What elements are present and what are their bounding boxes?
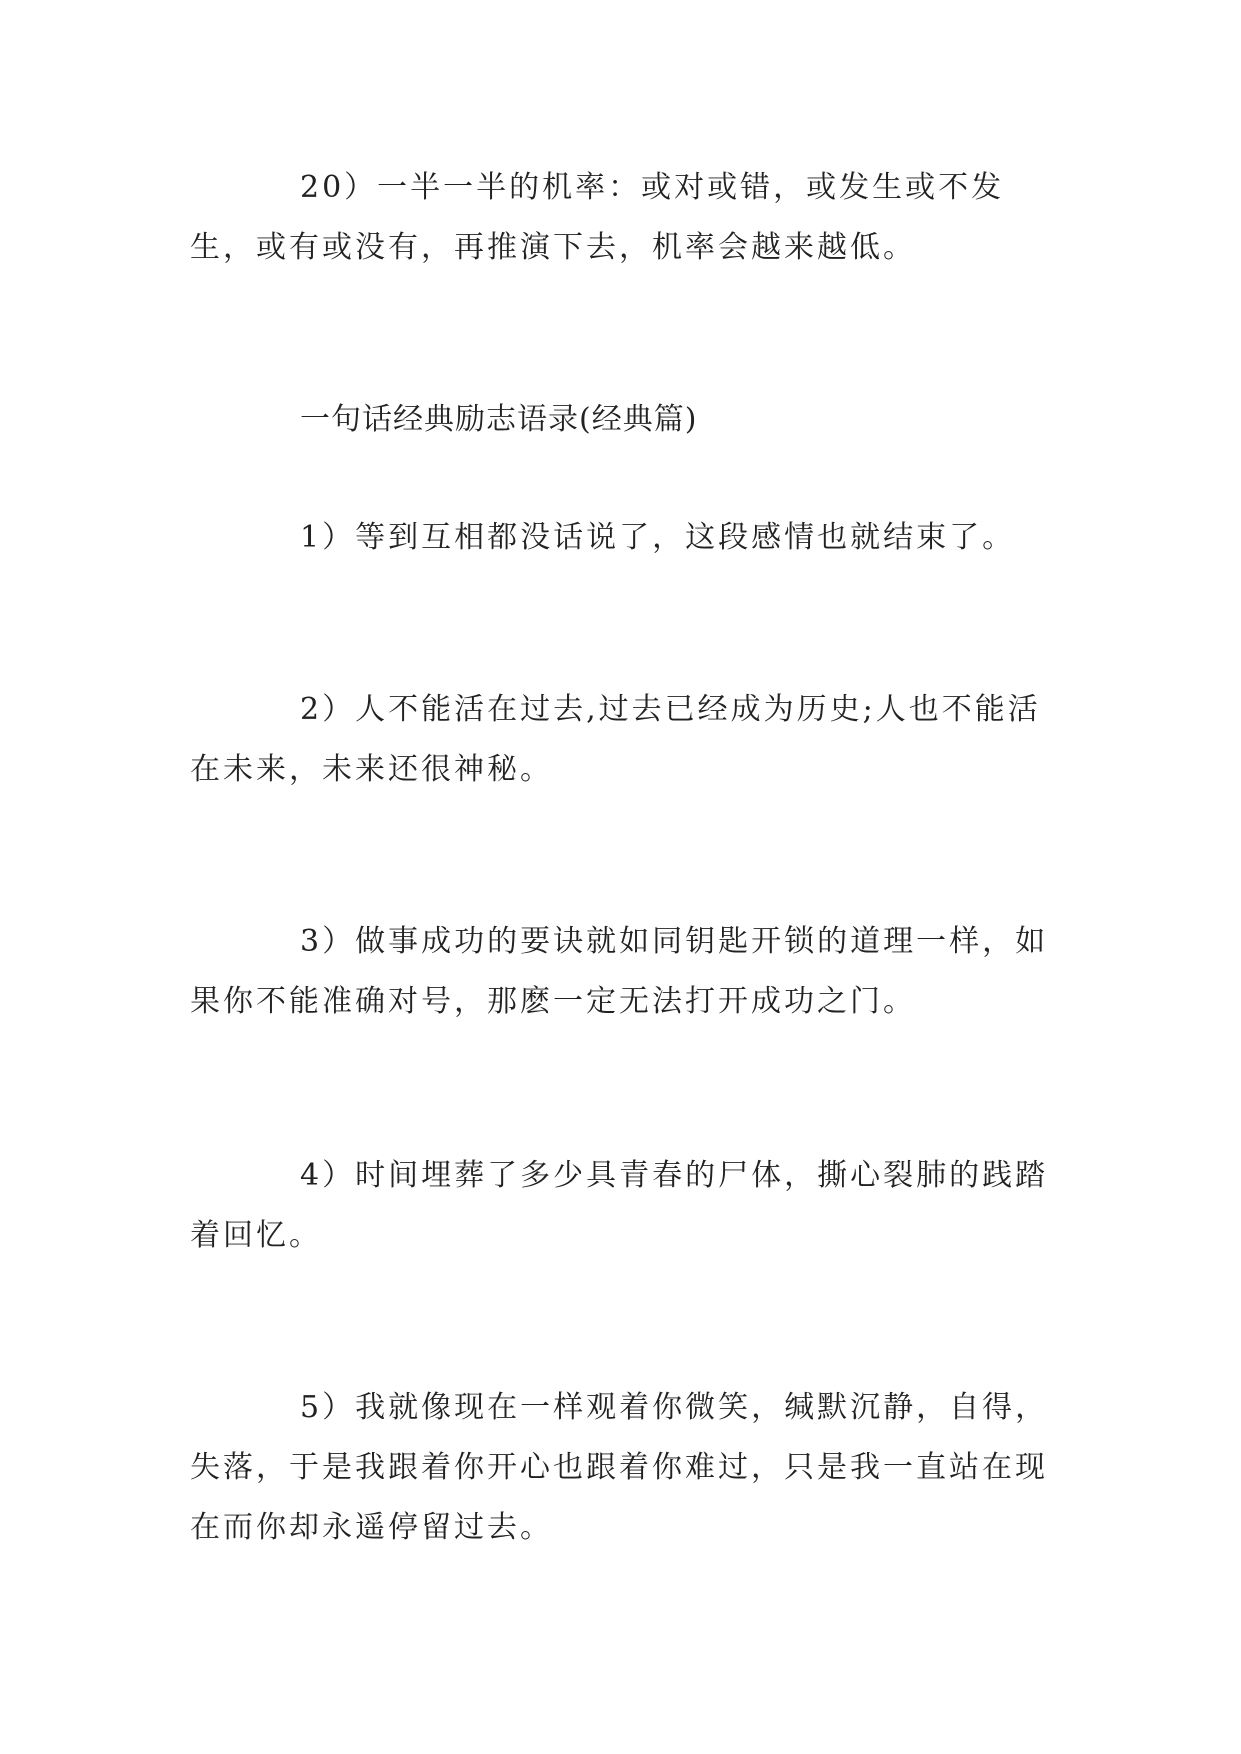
paragraph-1: 1）等到互相都没话说了，这段感情也就结束了。 [300, 520, 1016, 555]
paragraph-4: 4）时间埋葬了多少具青春的尸体，撕心裂肺的践踏着回忆。 [190, 1158, 1049, 1253]
paragraph-5: 5）我就像现在一样观着你微笑，缄默沉静，自得，失落，于是我跟着你开心也跟着你难过，只是我一直站在现在而你却永遥停留过去。 [190, 1390, 1049, 1545]
paragraph-2: 2）人不能活在过去,过去已经成为历史;人也不能活在未来，未来还很神秘。 [190, 692, 1041, 787]
paragraph-20: 20）一半一半的机率：或对或错，或发生或不发生，或有或没有，再推演下去，机率会越来越低。 [190, 170, 1005, 265]
paragraph-3: 3）做事成功的要诀就如同钥匙开锁的道理一样，如果你不能准确对号，那麽一定无法打开成功之门。 [190, 924, 1049, 1019]
section-heading: 一句话经典励志语录(经典篇) [300, 402, 698, 437]
